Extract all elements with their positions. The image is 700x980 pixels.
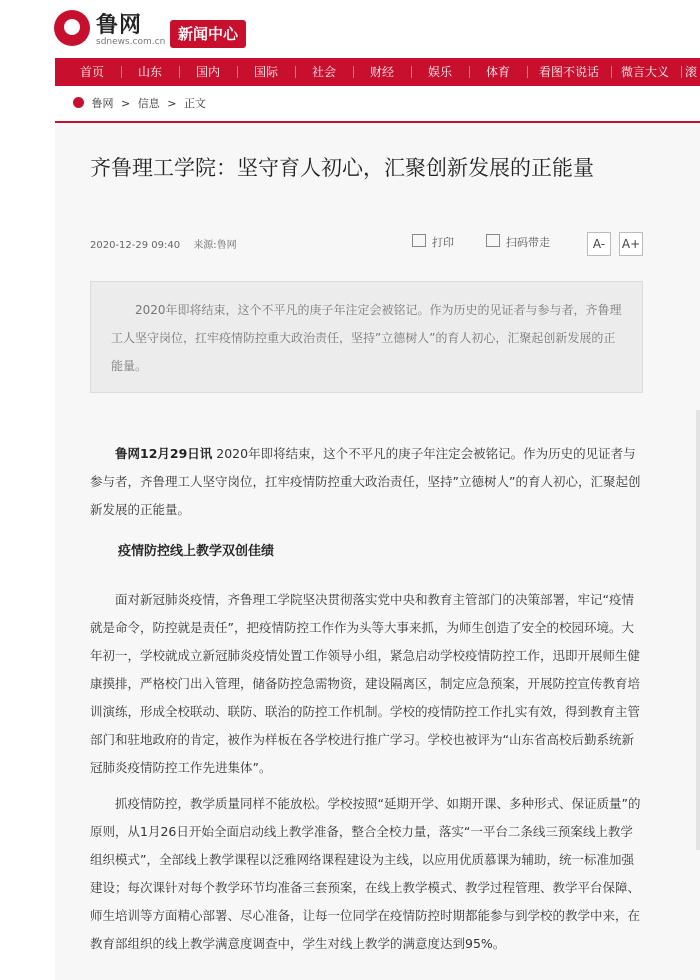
font-decrease-button[interactable]: A-: [587, 232, 611, 256]
site-logo[interactable]: [54, 8, 166, 50]
nav-divider: [411, 66, 412, 78]
qr-label: 扫码带走: [506, 236, 550, 249]
publish-time: 2020-12-29 09:40: [90, 240, 181, 251]
article-summary: 2020年即将结束，这个不平凡的庚子年注定会被铭记。作为历史的见证者与参与者，齐鲁理工人坚守岗位，扛牢疫情防控重大政治责任，坚持”立德树人”的育人初心，汇聚起创新发展的正能量。: [90, 281, 643, 393]
site-header: [0, 0, 700, 58]
nav-divider: [179, 66, 180, 78]
paragraph-text: 2020年即将结束，这个不平凡的庚子年注定会被铭记。作为历史的见证者与参与者，齐鲁理工人坚守岗位，扛牢疫情防控重大政治责任，坚持”立德树人”的育人初心，汇聚起创新发展的正能量。: [90, 446, 641, 517]
nav-item-rolling[interactable]: 滚: [685, 65, 698, 79]
qr-code-icon: [486, 234, 500, 247]
article-paragraph: 面对新冠肺炎疫情，齐鲁理工学院坚决贯彻落实党中央和教育主管部门的决策部署，牢记“疫情就是命令，防控就是责任”，把疫情防控工作作为头等大事来抓，为师生创造了安全的校园环境。大年初一，学校就成立新冠肺炎疫情处置工作领导小组，紧急启动学校疫情防控工作，迅即开展师生健康摸排，严格校门出入管理，储备防控急需物资，建设隔离区，制定应急预案，开展防控宣传教育培训演练，形成全校联动、联防、联治的防控工作机制。学校的疫情防控工作扎实有效，得到教育主管部门和驻地政府的肯定，被作为样板在各学校进行推广学习。学校也被评为“山东省高校后勤系统新冠肺炎疫情防控工作先进集体”。: [90, 592, 641, 775]
nav-item-sports[interactable]: 体育: [485, 65, 510, 79]
article-paragraph: [90, 440, 643, 524]
breadcrumb: [55, 92, 700, 116]
nav-item-entertainment[interactable]: 娱乐: [427, 65, 452, 79]
nav-item-society[interactable]: 社会: [311, 65, 336, 79]
breadcrumb-home[interactable]: 鲁网: [91, 97, 114, 110]
print-label: 打印: [432, 236, 454, 249]
home-icon: [73, 97, 84, 108]
nav-divider: [527, 66, 528, 78]
nav-item-finance[interactable]: 财经: [369, 65, 394, 79]
nav-divider: [353, 66, 354, 78]
section-heading: 疫情防控线上教学双创佳绩: [118, 544, 275, 559]
nav-item-commentary[interactable]: 微言大义: [620, 65, 669, 79]
qr-code-button[interactable]: [486, 234, 550, 250]
nav-item-shandong[interactable]: 山东: [137, 65, 162, 79]
nav-divider: [121, 66, 122, 78]
nav-item-home[interactable]: 首页: [79, 65, 104, 79]
section-badge[interactable]: 新闻中心: [170, 20, 246, 48]
printer-icon: [412, 234, 426, 247]
breadcrumb-separator: >: [121, 97, 131, 110]
breadcrumb-separator: >: [167, 97, 177, 110]
article-meta: [90, 236, 247, 251]
logo-domain: sdnews.com.cn: [96, 37, 166, 47]
main-nav: [55, 58, 700, 86]
article-title: 齐鲁理工学院：坚守育人初心，汇聚创新发展的正能量: [90, 156, 594, 180]
logo-text: 鲁网: [96, 13, 143, 38]
font-increase-button[interactable]: A+: [619, 232, 643, 256]
nav-item-domestic[interactable]: 国内: [195, 65, 220, 79]
nav-divider: [611, 66, 612, 78]
page-edge-shadow: [696, 410, 700, 850]
nav-divider: [295, 66, 296, 78]
article-paragraph: 抓疫情防控，教学质量同样不能放松。学校按照“延期开学、如期开课、多种形式、保证质量”的原则，从1月26日开始全面启动线上教学准备，整合全校力量，落实“一平台二条线三预案线上教学组织模式”，全部线上教学课程以泛雅网络课程建设为主线，以应用优质慕课为辅助，统一标准加强建设；每次课针对每个教学环节均准备三套预案，在线上教学模式、教学过程管理、教学平台保障、师生培训等方面精心部署、尽心准备，让每一位同学在疫情防控时期都能参与到学校的教学中来，在教育部组织的线上教学满意度调查中，学生对线上教学的满意度达到95%。: [90, 796, 641, 951]
nav-item-photos[interactable]: 看图不说话: [538, 65, 599, 79]
nav-divider: [237, 66, 238, 78]
breadcrumb-current: 正文: [183, 97, 206, 110]
dateline: 鲁网12月29日讯: [115, 446, 213, 461]
nav-divider: [469, 66, 470, 78]
print-button[interactable]: [412, 234, 454, 250]
nav-divider: [681, 66, 682, 78]
article-source: 来源:鲁网: [193, 240, 237, 251]
breadcrumb-info[interactable]: 信息: [137, 97, 160, 110]
nav-item-international[interactable]: 国际: [253, 65, 278, 79]
logo-mark-icon: [54, 10, 90, 46]
